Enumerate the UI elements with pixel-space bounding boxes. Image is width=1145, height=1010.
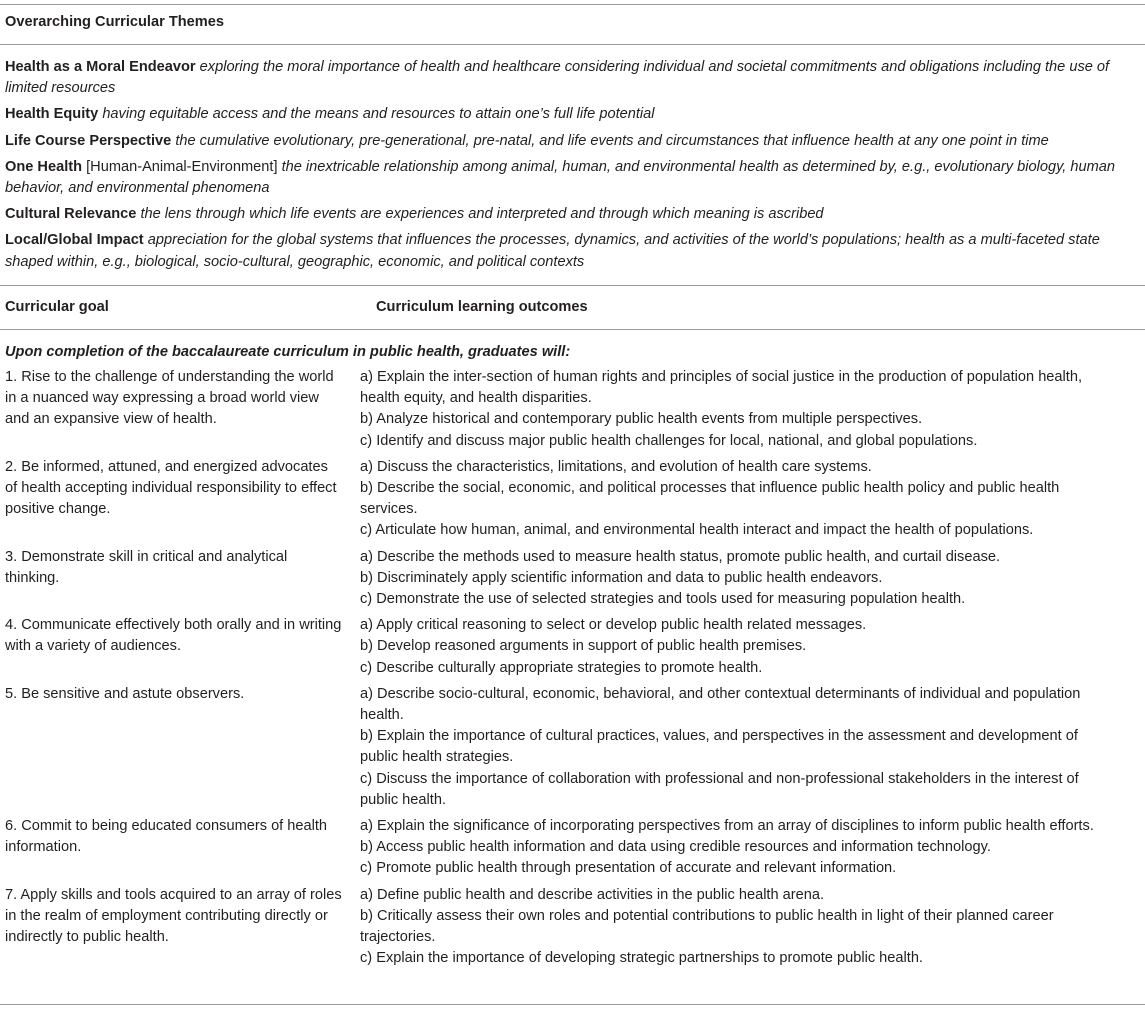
theme-description: the lens through which life events are experiences and interpreted and through which meaning is ascribed [140,206,824,223]
outcome-item: a) Describe the methods used to measure health status, promote public health, and curtail disease. [360,548,1001,565]
outcome-item: a) Discuss the characteristics, limitations, and evolution of health care systems. [360,458,872,475]
table-row [5,547,1130,611]
theme-description: having equitable access and the means and resources to attain one’s full life potential [102,106,655,123]
outcome-item: c) Identify and discuss major public health challenges for local, national, and global populations. [360,432,978,449]
theme-item [5,230,1130,272]
goal-text: 6. Commit to being educated consumers of health information. [5,818,328,856]
outcome-item: c) Demonstrate the use of selected strategies and tools used for measuring population health. [360,591,966,608]
outcome-item: c) Promote public health through presentation of accurate and relevant information. [360,860,897,877]
theme-item [5,157,1130,199]
outcome-item: b) Explain the importance of cultural practices, values, and perspectives in the assessment and development of public health strategies. [360,728,1078,766]
outcome-item: c) Discuss the importance of collaboration with professional and non-professional stakeholders in the interest of public health. [360,770,1079,808]
theme-item [5,131,1130,152]
outcome-item: c) Describe culturally appropriate strategies to promote health. [360,659,763,676]
theme-description: exploring the moral importance of health and healthcare considering individual and societal commitments and obligations including the use of limited resources [5,59,1110,97]
outcome-item: b) Develop reasoned arguments in support of public health premises. [360,638,807,655]
outcome-item: a) Explain the inter-section of human rights and principles of social justice in the production of population health, health equity, and health disparities. [360,369,1083,407]
table-row [5,615,1130,679]
table-bottom-rule [0,1004,1145,1005]
table-row [5,885,1130,970]
outcome-item: b) Discriminately apply scientific information and data to public health endeavors. [360,569,883,586]
theme-item [5,104,1130,125]
outcomes-cell [360,816,1100,880]
outcome-item: b) Analyze historical and contemporary public health events from multiple perspectives. [360,411,923,428]
themes-title: Overarching Curricular Themes [5,14,224,30]
table-row [5,367,1130,452]
outcome-item: a) Explain the significance of incorporating perspectives from an array of disciplines to inform public health efforts. [360,818,1094,835]
theme-item [5,204,1130,225]
themes-title-rule [0,44,1145,45]
table-row [5,816,1130,880]
themes-list [5,57,1130,278]
table-row [5,457,1130,542]
theme-description: the inextricable relationship among animal, human, and environmental health as determined by, e.g., evolutionary biology, human behavior, and environmental phenomena [5,158,1116,197]
table-top-rule [0,4,1145,5]
outcome-item: c) Articulate how human, animal, and environmental health interact and impact the health of populations. [360,522,1034,539]
col-header-goal: Curricular goal [5,299,109,315]
goal-text: 1. Rise to the challenge of understanding the world in a nuanced way expressing a broad world view and an expansive view of health. [5,369,334,428]
col-header-outcomes: Curriculum learning outcomes [376,299,588,315]
goal-text: 4. Communicate effectively both orally and in writing with a variety of audiences. [5,617,342,655]
theme-name: Cultural Relevance [5,206,137,223]
goal-text: 7. Apply skills and tools acquired to an array of roles in the realm of employment contributing directly or indirectly to public health. [5,886,342,946]
header-rule [0,329,1145,330]
outcome-item: a) Define public health and describe activities in the public health arena. [360,886,825,903]
theme-name: Health as a Moral Endeavor [5,59,196,75]
outcomes-cell [360,885,1100,970]
outcome-item: c) Explain the importance of developing strategic partnerships to promote public health. [360,950,923,967]
theme-description: the cumulative evolutionary, pre-generational, pre-natal, and life events and circumstances that influence health at any one point in time [175,132,1049,149]
outcomes-cell [360,547,1100,611]
table-row [5,684,1130,811]
theme-name: Health Equity [5,106,99,123]
outcomes-cell [360,457,1100,542]
theme-description: appreciation for the global systems that influences the processes, dynamics, and activities of the world’s populations; health as a multi-faceted state shaped within, e.g., biological, socio-cultural, geographic, economic, and political contexts [5,232,1100,270]
intro-statement: Upon completion of the baccalaureate curriculum in public health, graduates will: [5,344,571,360]
theme-name: Life Course Perspective [5,132,172,149]
goal-text: 3. Demonstrate skill in critical and analytical thinking. [5,548,288,586]
theme-name: Local/Global Impact [5,232,144,249]
outcome-item: b) Describe the social, economic, and political processes that influence public health policy and public health services. [360,480,1060,518]
goal-text: 5. Be sensitive and astute observers. [5,685,245,702]
outcomes-cell [360,615,1100,679]
theme-extra: [Human-Animal-Environment] [86,158,278,175]
outcomes-cell [360,684,1100,811]
outcome-item: a) Apply critical reasoning to select or develop public health related messages. [360,617,867,634]
outcomes-cell [360,367,1100,452]
themes-bottom-rule [0,285,1145,286]
outcome-item: b) Critically assess their own roles and potential contributions to public health in light of their planned career trajectories. [360,907,1054,946]
outcome-item: b) Access public health information and data using credible resources and information technology. [360,839,991,856]
theme-name: One Health [5,158,83,175]
goal-text: 2. Be informed, attuned, and energized advocates of health accepting individual responsibility to effect positive change. [5,458,337,518]
goals-list [5,367,1130,974]
outcome-item: a) Describe socio-cultural, economic, behavioral, and other contextual determinants of individual and population health. [360,685,1081,724]
theme-item [5,57,1130,99]
